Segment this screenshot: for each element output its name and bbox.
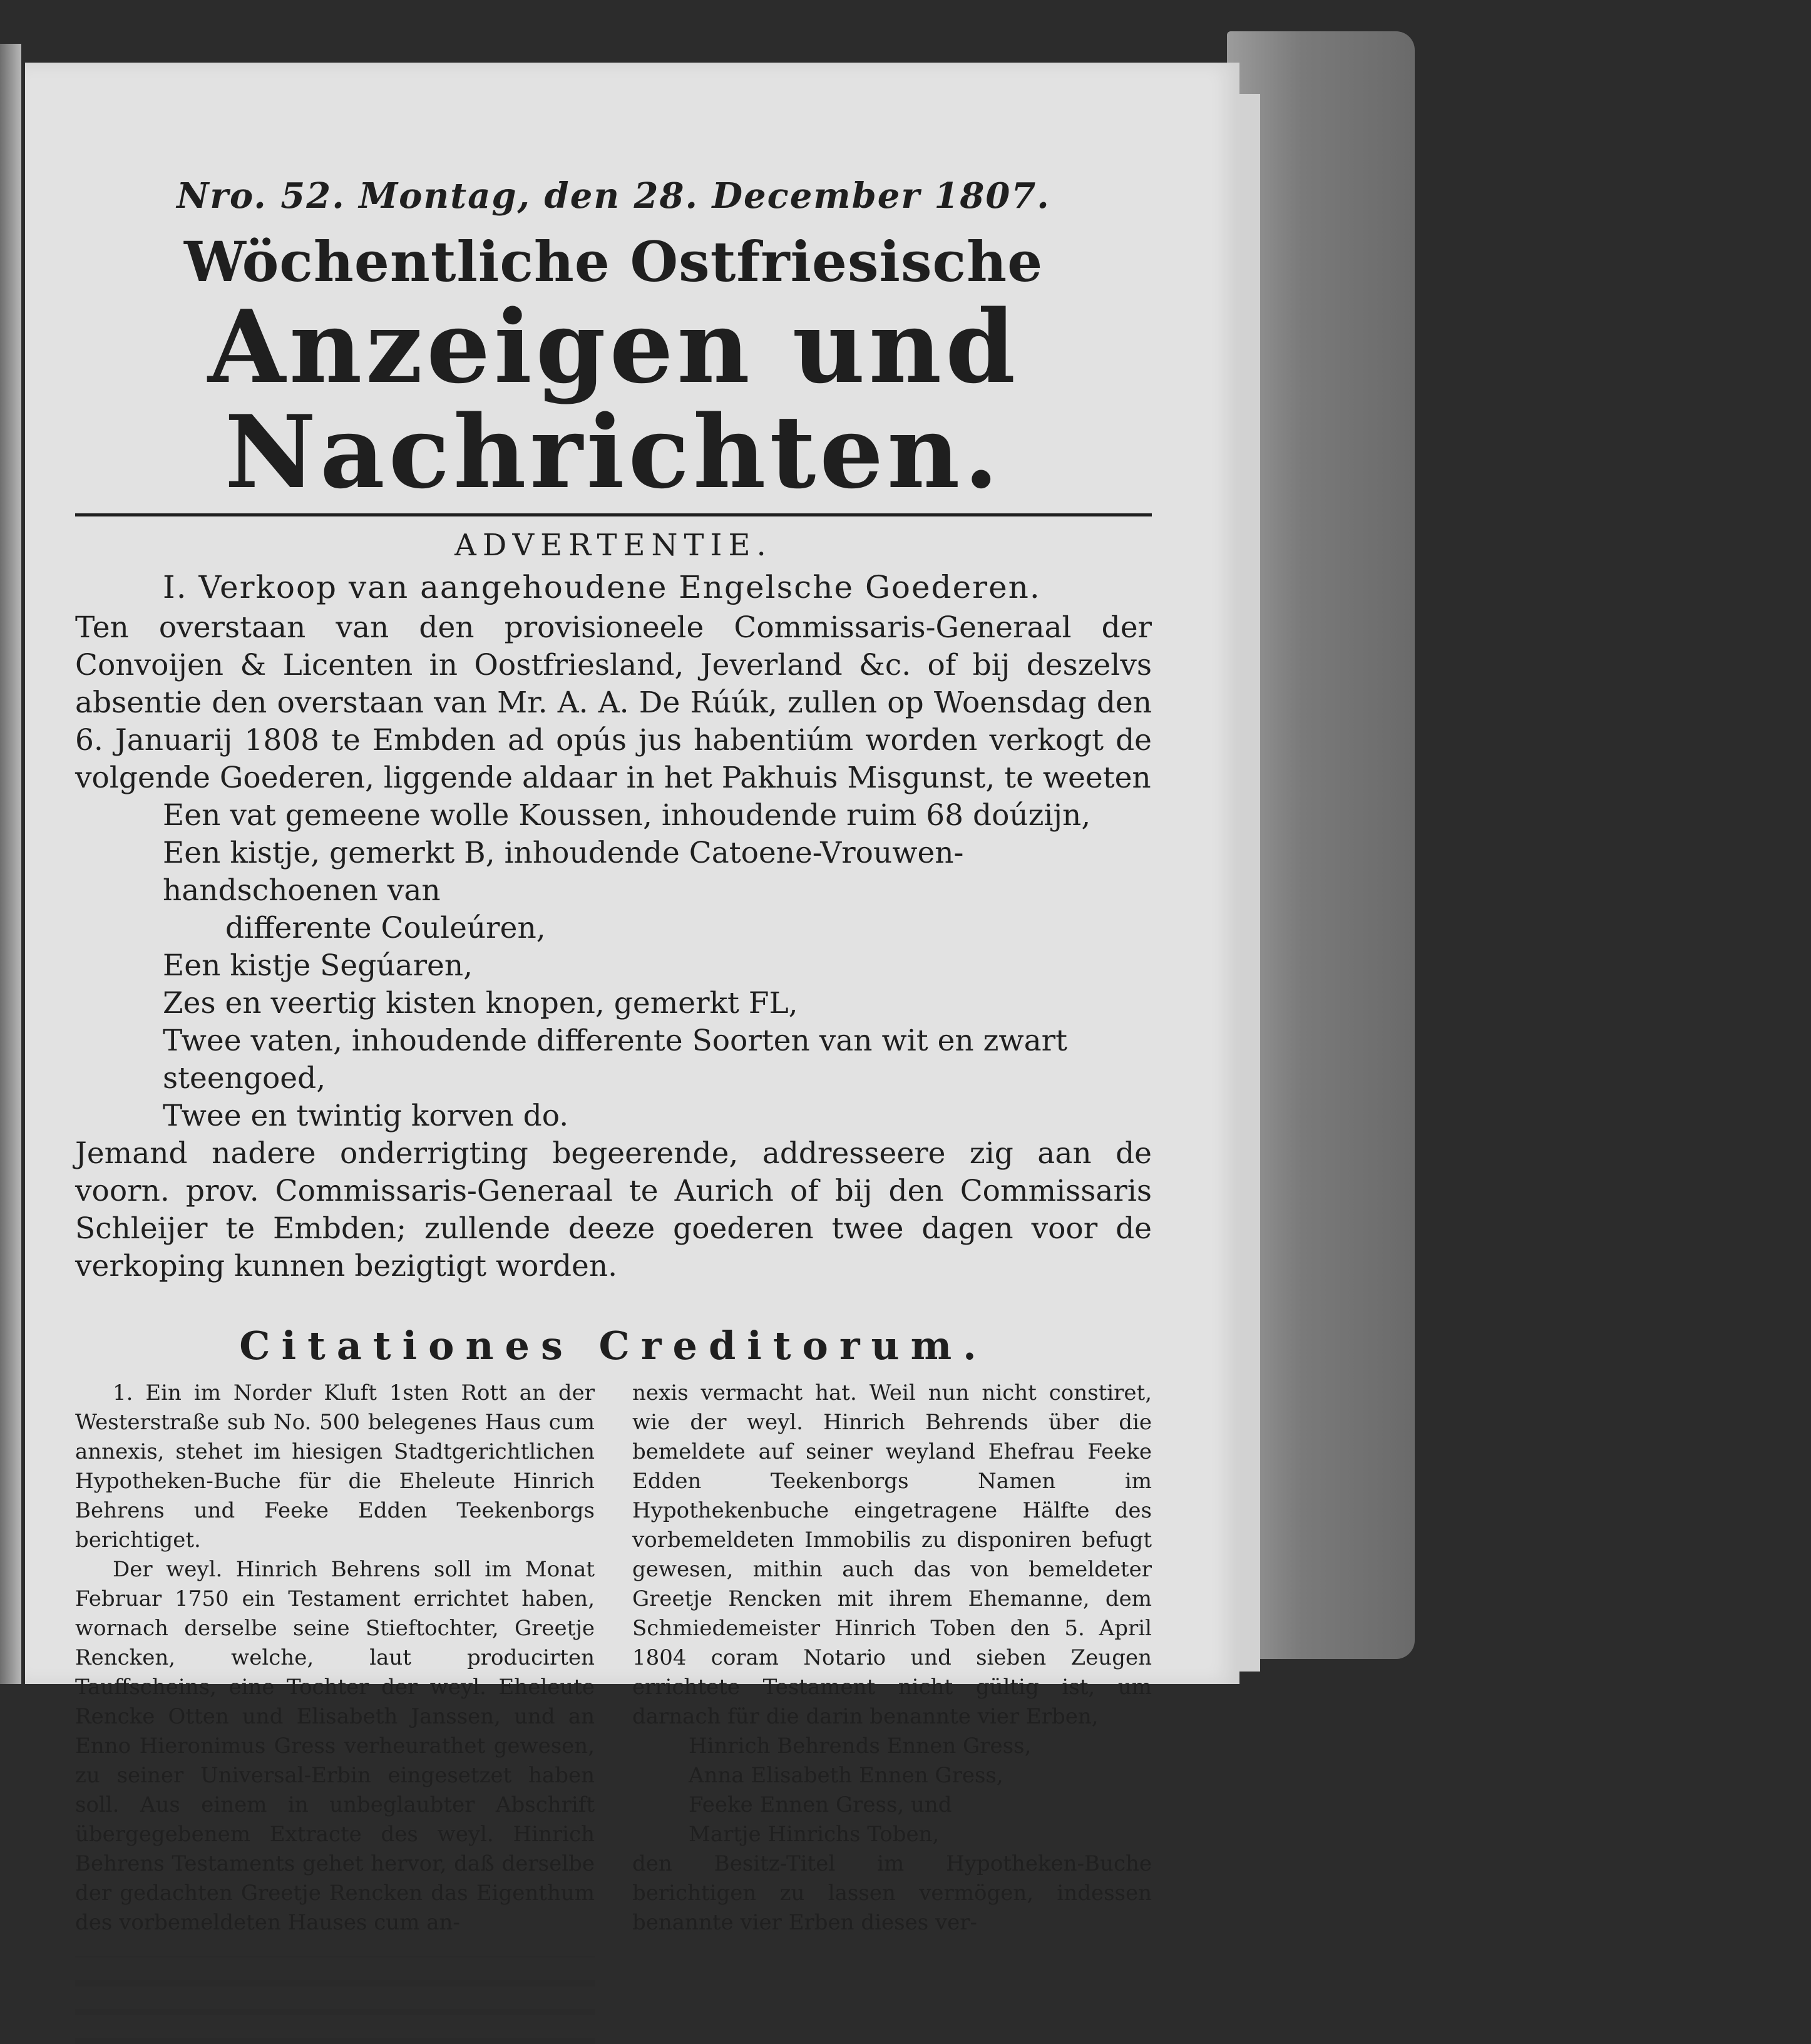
left-paragraph-1: 1. Ein im Norder Kluft 1sten Rott an der Westerstraße sub No. 500 belegenes Haus cum annexis, stehet im hiesigen Stadtgerichtlichen Hypotheken-Buche für die Eheleute Hinrich Behrens und Feeke Edden Teekenborgs berichtiget. [75,1380,595,1553]
goods-item: Een vat gemeene wolle Koussen, inhoudende ruim 68 doúzijn, [163,798,1091,833]
issue-line: Nro. 52. Montag, den 28. December 1807. [177,175,1050,217]
masthead-line-2: Anzeigen und Nachrichten. [207,288,1020,511]
citationes-columns [75,1379,1152,2044]
goods-item: differente Couleúren, [225,911,546,945]
right-column [632,1379,1152,2044]
goods-item: Een kistje Segúaren, [163,948,473,983]
goods-item: Een kistje, gemerkt B, inhoudende Catoene-Vrouwen-handschoenen van [163,836,964,908]
advertentie-body: Ten overstaan van den provisioneele Commissaris-Generaal der Convoijen & Licenten in Oostfriesland, Jeverland &c. of bij deszelvs absentie den overstaan van Mr. A. A. De Rúúk, zullen op Woensdag den 6. Januarij 1808 te Embden ad opús jus habentiúm worden verkogt de volgende Goederen, liggende aldaar in het Pakhuis Misgunst, te weeten [75,610,1152,795]
facing-page-edge [0,44,21,1684]
heir-item: Martje Hinrichs Toben, [689,1822,940,1847]
advertentie-closing: Jemand nadere onderrigting begeerende, addresseere zig aan de voorn. prov. Commissaris-Generaal te Aurich of bij den Commissaris Schleijer te Embden; zullende deeze goederen twee dagen voor de verkoping kunnen bezigtigt worden. [75,1136,1152,1283]
goods-list [75,797,1152,1135]
left-column [75,1379,595,2044]
goods-item: Zes en veertig kisten knopen, gemerkt FL, [163,986,798,1020]
left-paragraph-2: Der weyl. Hinrich Behrens soll im Monat Februar 1750 ein Testament errichtet haben, wornach derselbe seine Stieftochter, Greetje Rencken, welche, laut producirten Tauffscheins, eine Tochter der weyl. Eheleute Rencke Otten und Elisabeth Janssen, und an Enno Hieronimus Gress verheurathet gewesen, zu seiner Universal-Erbin eingesetzet haben soll. Aus einem in unbeglaubter Abschrift übergegebenem Extracte des weyl. Hinrich Behrens Testaments gehet hervor, daß derselbe der gedachten Greetje Rencken das Eigenthum des vorbemeldeten Hauses cum an- [75,1557,595,1935]
goods-item: Twee en twintig korven do. [163,1099,569,1133]
newspaper-page [25,63,1239,1935]
heirs-list [632,1732,1152,1849]
heir-item: Anna Elisabeth Ennen Gress, [689,1763,1003,1788]
goods-item: Twee vaten, inhoudende differente Soorten van wit en zwart steengoed, [163,1024,1067,1096]
citationes-heading: Citationes Creditorum. [239,1323,988,1369]
advertentie-heading: ADVERTENTIE. [454,528,772,563]
page-content [75,175,1152,2044]
heir-item: Feeke Ennen Gress, und [689,1792,952,1817]
right-paragraph-1: nexis vermacht hat. Weil nun nicht constiret, wie der weyl. Hinrich Behrends über die bemeldete auf seiner weyland Ehefrau Feeke Edden Teekenborgs Namen im Hypothekenbuche eingetragene Hälfte des vorbemeldeten Immobilis zu disponiren befugt gewesen, mithin auch das von bemeldeter Greetje Rencken mit ihrem Ehemanne, dem Schmiedemeister Hinrich Toben den 5. April 1804 coram Notario und sieben Zeugen errichtete Testament nicht gültig ist, um darnach für die darin benannte vier Erben, [632,1380,1152,1729]
masthead-line-1: Wöchentliche Ostfriesische [183,229,1044,294]
heir-item: Hinrich Behrends Ennen Gress, [689,1733,1032,1759]
faded-bleedthrough [75,1956,595,2044]
advertentie-title: I. Verkoop van aangehoudene Engelsche Goederen. [163,569,1041,605]
right-paragraph-2: den Besitz-Titel im Hypotheken-Buche berichtigen zu lassen vermögen, indessen benannte vier Erben dieses ver- [632,1851,1152,1935]
masthead-rule [75,513,1152,516]
